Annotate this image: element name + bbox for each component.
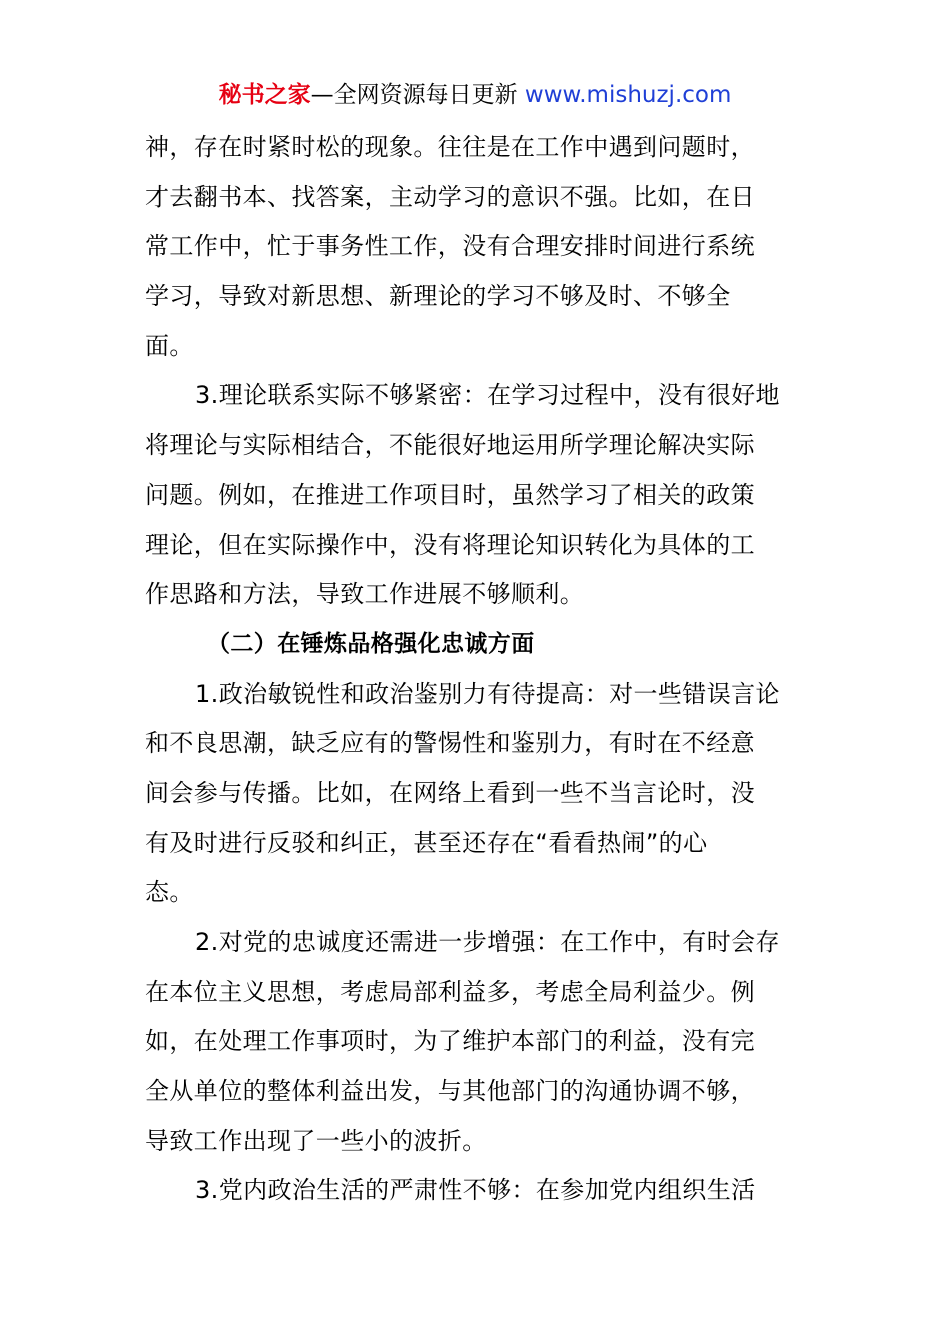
text-line: 作思路和方法，导致工作进展不够顺利。 — [145, 580, 585, 609]
text-line: 理论，但在实际操作中，没有将理论知识转化为具体的工 — [145, 530, 755, 559]
brand-name: 秘书之家 — [218, 82, 311, 108]
text-line: 态。 — [145, 878, 194, 907]
text-line: 1.政治敏锐性和政治鉴别力有待提高：对一些错误言论 — [195, 679, 780, 708]
text-line: 问题。例如，在推进工作项目时，虽然学习了相关的政策 — [145, 480, 755, 509]
text-line: 如，在处理工作事项时，为了维护本部门的利益，没有完 — [145, 1027, 755, 1056]
header-tagline: —全网资源每日更新 — [310, 82, 518, 108]
text-line: 间会参与传播。比如，在网络上看到一些不当言论时，没 — [145, 778, 755, 807]
paragraph-theory-practice — [145, 371, 810, 619]
text-line: 将理论与实际相结合，不能很好地运用所学理论解决实际 — [145, 431, 755, 460]
text-line: 全从单位的整体利益出发，与其他部门的沟通协调不够， — [145, 1077, 755, 1106]
document-body — [145, 123, 810, 1216]
page-header — [0, 80, 950, 110]
text-line: 2.对党的忠诚度还需进一步增强：在工作中，有时会存 — [195, 928, 780, 956]
text-line: 导致工作出现了一些小的波折。 — [145, 1126, 487, 1155]
text-line: 有及时进行反驳和纠正，甚至还存在“看看热闹”的心 — [145, 828, 708, 857]
paragraph-party-life — [145, 1166, 810, 1216]
site-url-link[interactable]: www.mishuzj.com — [524, 82, 732, 108]
section-heading — [145, 620, 810, 670]
text-line: 才去翻书本、找答案，主动学习的意识不强。比如，在日 — [145, 182, 755, 211]
text-line: 和不良思潮，缺乏应有的警惕性和鉴别力，有时在不经意 — [145, 729, 755, 758]
section-heading-text: （二）在锤炼品格强化忠诚方面 — [207, 630, 535, 657]
text-line: 学习，导致对新思想、新理论的学习不够及时、不够全 — [145, 282, 731, 311]
text-line: 在本位主义思想，考虑局部利益多，考虑全局利益少。例 — [145, 977, 755, 1006]
text-line: 常工作中，忙于事务性工作，没有合理安排时间进行系统 — [145, 232, 755, 261]
text-line: 3.党内政治生活的严肃性不够：在参加党内组织生活 — [195, 1176, 756, 1205]
text-line: 面。 — [145, 331, 194, 360]
paragraph-party-loyalty — [145, 918, 810, 1166]
paragraph-political-sensitivity — [145, 670, 810, 918]
paragraph-study-continuation — [145, 123, 810, 371]
text-line: 3.理论联系实际不够紧密：在学习过程中，没有很好地 — [195, 381, 780, 410]
text-line: 神，存在时紧时松的现象。往往是在工作中遇到问题时， — [145, 133, 755, 161]
